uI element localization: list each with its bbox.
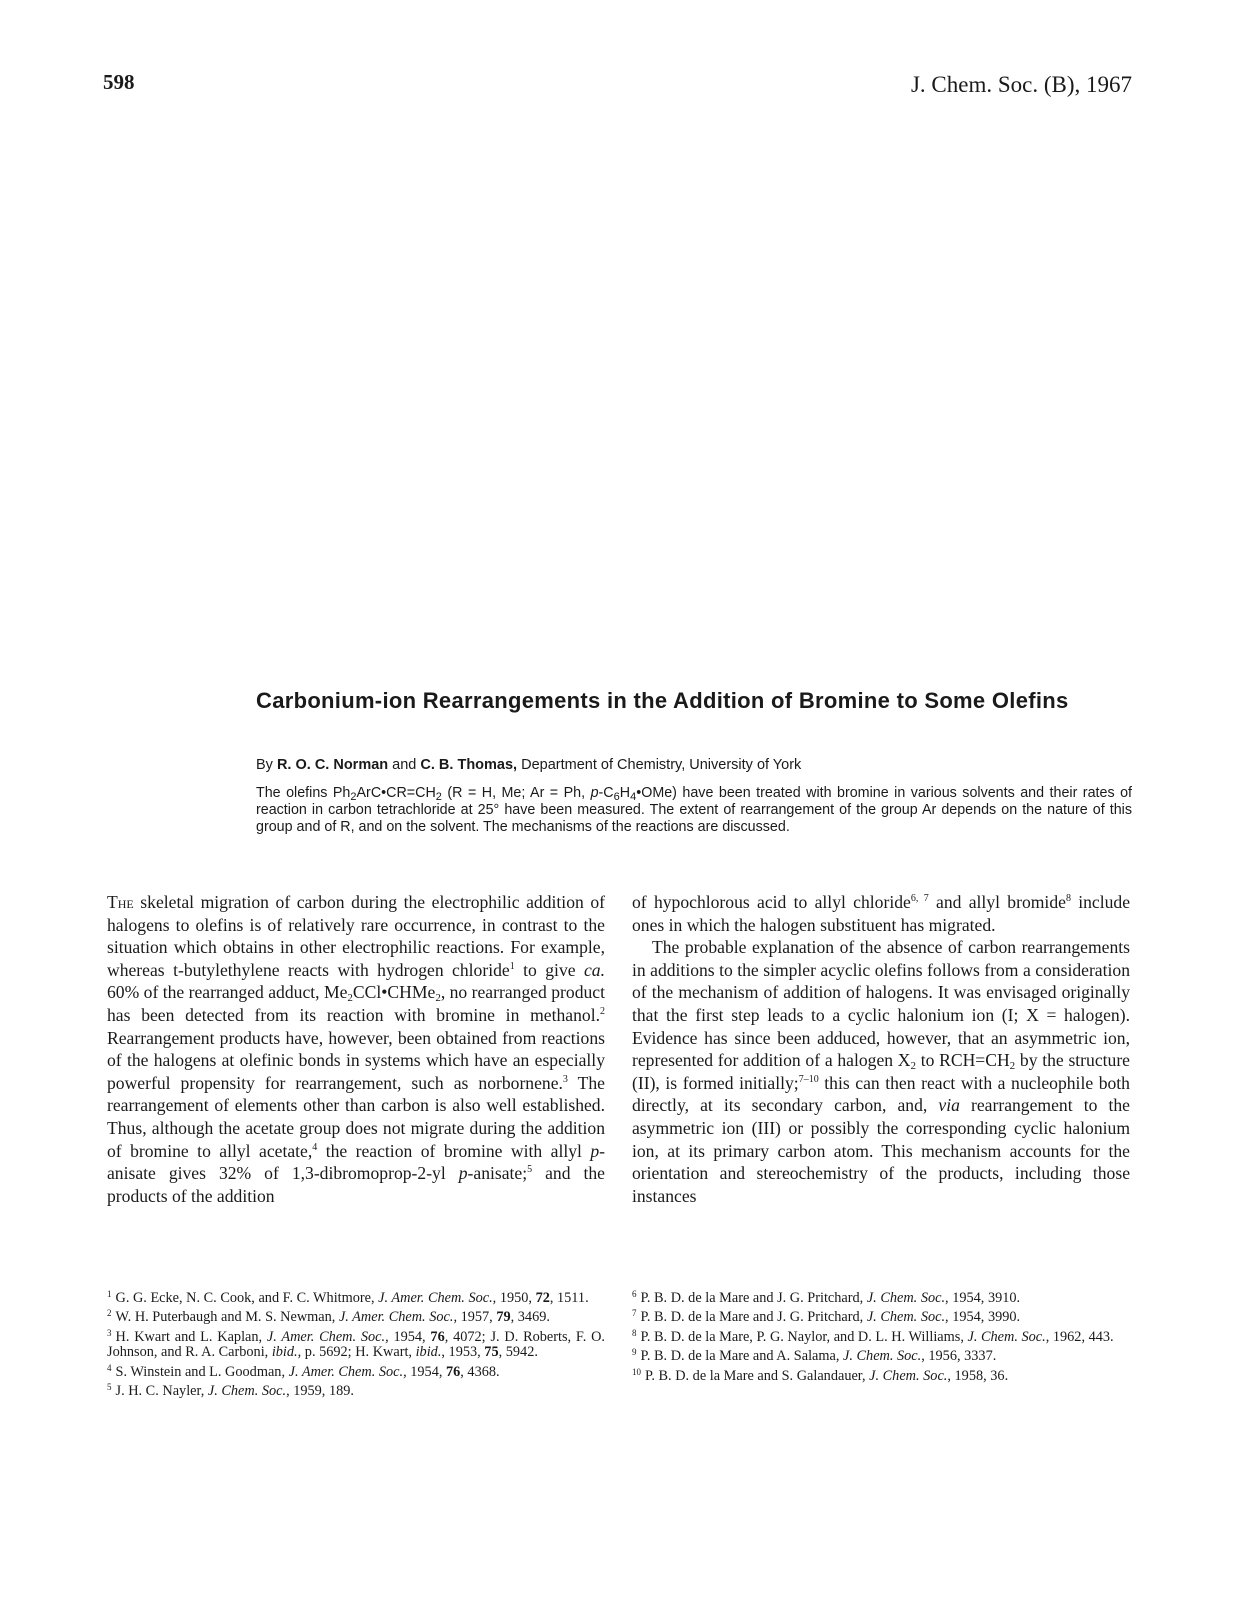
footnote <box>107 1326 605 1361</box>
italic-text: ca. <box>583 959 605 980</box>
footnote-text: , 1954, 3990. <box>945 1309 1021 1326</box>
reference-marker: 2 <box>600 1005 605 1017</box>
abstract-sub: 2 <box>435 791 442 803</box>
subscript: 2 <box>347 992 353 1005</box>
footnote-text: , 1954, <box>385 1328 431 1345</box>
footnotes-left <box>107 1287 605 1399</box>
footnote-text: S. Winstein and L. Goodman, <box>115 1363 289 1380</box>
footnote-text: , 1959, 189. <box>286 1383 354 1400</box>
footnote-text: P. B. D. de la Mare, P. G. Naylor, and D. L. H. Williams, <box>640 1328 968 1345</box>
journal-name: J. Amer. Chem. Soc. <box>266 1328 386 1345</box>
reference-marker: 5 <box>527 1164 533 1176</box>
text: CCl•CHMe <box>352 982 436 1003</box>
footnote-text: , 5942. <box>498 1344 538 1361</box>
footnote-text: P. B. D. de la Mare and J. G. Pritchard, <box>640 1290 867 1306</box>
text: and allyl bromide <box>928 892 1066 912</box>
footnote-number: 5 <box>107 1382 112 1393</box>
footnote <box>107 1287 605 1306</box>
footnote-text: G. G. Ecke, N. C. Cook, and F. C. Whitmore, <box>115 1290 379 1306</box>
footnote-text: , 1954, 3910. <box>945 1290 1021 1306</box>
volume: 76 <box>445 1363 461 1380</box>
subscript: 2 <box>1009 1060 1016 1073</box>
text: The rearrangement of elements other than carbon is also well established. Thus, although the acetate group does not migrate during the addition of bromine to allyl acetate, <box>107 1072 605 1161</box>
volume: 79 <box>496 1309 511 1326</box>
footnote-text: H. Kwart and L. Kaplan, <box>115 1328 267 1345</box>
journal-name: ibid. <box>271 1344 298 1361</box>
footnote-text: P. B. D. de la Mare and S. Galandauer, <box>645 1367 870 1384</box>
page-number: 598 <box>103 70 135 94</box>
footnote-text: , 1950, <box>492 1290 536 1306</box>
text: of hypochlorous acid to allyl chloride <box>632 892 911 912</box>
footnotes-right <box>632 1287 1130 1384</box>
footnote <box>632 1306 1130 1325</box>
byline-and: and <box>392 757 417 773</box>
footnote-text: , 1956, 3337. <box>921 1348 997 1365</box>
affiliation: Department of Chemistry, University of York <box>521 757 802 773</box>
volume: 76 <box>430 1328 445 1345</box>
text: 60% of the rearranged adduct, Me <box>107 982 348 1003</box>
italic-text: p <box>458 1163 468 1184</box>
abstract-sub: 2 <box>350 791 357 803</box>
footnote-text: J. H. C. Nayler, <box>115 1383 208 1400</box>
abstract-text: -C <box>598 785 614 801</box>
body-column-right <box>632 891 1130 1207</box>
paragraph <box>107 891 605 1207</box>
journal-name: J. Chem. Soc. <box>207 1383 287 1400</box>
journal-header: J. Chem. Soc. (B), 1967 <box>910 72 1132 97</box>
journal-name: J. Amer. Chem. Soc. <box>338 1309 454 1326</box>
byline <box>256 757 1136 773</box>
text: rearrangement to the asymmetric ion (III) or possibly the corresponding cyclic halonium ion, at its primary carbon atom. This mechanism accounts for the orientation and stereochemistry of the products, including those instances <box>632 1095 1130 1206</box>
article-title: Carbonium-ion Rearrangements in the Addition of Bromine to Some Olefins <box>256 688 1069 713</box>
footnote <box>632 1345 1130 1364</box>
journal-name: J. Chem. Soc. <box>866 1290 946 1306</box>
text: , no rearranged product has been detected from its reaction with bromine in methanol. <box>107 982 605 1025</box>
footnote-text: P. B. D. de la Mare and J. G. Pritchard, <box>640 1309 867 1326</box>
reference-marker: 4 <box>312 1141 318 1153</box>
footnote-number: 9 <box>632 1347 637 1358</box>
body-column-left <box>107 891 605 1207</box>
footnote-number: 10 <box>632 1366 641 1377</box>
journal-name: J. Chem. Soc. <box>869 1367 948 1384</box>
reference-marker: 7–10 <box>798 1073 819 1085</box>
footnote-number: 2 <box>107 1308 112 1319</box>
footnote-text: , 1953, <box>441 1344 485 1361</box>
text: to give <box>514 959 584 980</box>
subscript: 2 <box>910 1060 916 1073</box>
text: and the products of the addition <box>107 1163 605 1206</box>
author-2: C. B. Thomas, <box>420 757 518 773</box>
journal-name: J. Chem. Soc. <box>866 1309 946 1326</box>
footnote-number: 7 <box>632 1308 637 1319</box>
text: by the structure (II), is formed initially; <box>632 1050 1130 1093</box>
reference-marker: 6, 7 <box>910 893 929 904</box>
footnote-text: , 1954, <box>403 1363 446 1380</box>
footnote <box>107 1306 605 1325</box>
text: -anisate gives 32% of 1,3-dibromoprop-2-yl <box>107 1140 605 1184</box>
footnote-number: 6 <box>632 1289 637 1299</box>
text: the reaction of bromine with allyl <box>317 1140 591 1161</box>
text: include ones in which the halogen substituent has migrated. <box>632 892 1131 935</box>
reference-marker: 1 <box>509 960 515 972</box>
italic-text: p <box>590 1140 600 1161</box>
footnote-number: 4 <box>107 1362 112 1373</box>
text: skeletal migration of carbon during the electrophilic addition of halogens to olefins is of relatively rare occurrence, in contrast to the situation which obtains in other electrophilic reactions. For example, whereas t-butylethylene reacts with hydrogen chloride <box>107 892 605 980</box>
abstract-text: •OMe) have been treated with bromine in various solvents and their rates of reaction in carbon tetrachloride at 25° have been measured. The extent of rearrangement of the group Ar depends on the nature of this group and of R, and on the solvent. The mechanisms of the reactions are discussed. <box>256 785 1132 835</box>
footnote-text: W. H. Puterbaugh and M. S. Newman, <box>115 1309 339 1326</box>
journal-name: ibid. <box>415 1344 442 1361</box>
footnote-text: , 1511. <box>549 1290 589 1306</box>
paragraph <box>632 936 1130 1207</box>
text: this can then react with a nucleophile both directly, at its secondary carbon, and, <box>632 1072 1130 1116</box>
text: -anisate; <box>467 1163 528 1184</box>
abstract-sub: 4 <box>630 791 637 803</box>
text: Rearrangement products have, however, been obtained from reactions of the halogens at olefinic bonds in systems which have an especially powerful propensity for rearrangement, such as norbornene. <box>107 1027 605 1093</box>
italic-text: via <box>938 1095 960 1116</box>
footnote-text: P. B. D. de la Mare and A. Salama, <box>640 1348 844 1365</box>
abstract-text: H <box>619 785 631 801</box>
footnote-text: , 4368. <box>460 1363 500 1380</box>
text: to RCH=CH <box>915 1050 1010 1071</box>
paragraph <box>632 891 1130 936</box>
volume: 75 <box>484 1344 499 1361</box>
author-1: R. O. C. Norman <box>276 757 389 773</box>
reference-marker: 3 <box>562 1073 568 1085</box>
footnote-text: , 1958, 36. <box>947 1367 1009 1384</box>
volume: 72 <box>535 1290 550 1306</box>
footnote-text: , 4072; J. D. Roberts, F. O. Johnson, and R. A. Carboni, <box>107 1328 606 1361</box>
footnote <box>632 1287 1130 1306</box>
footnote-text: , 3469. <box>510 1309 550 1326</box>
text: The probable explanation of the absence of carbon rearrangements in additions to the simpler acyclic olefins follows from a consideration of the mechanism of addition of halogens. It was envisaged originally that the first step leads to a cyclic halonium ion (I; X = halogen). Evidence has since been adduced, however, that an asymmetric ion, represented for addition of a halogen X <box>632 937 1130 1071</box>
footnote-text: , 1962, 443. <box>1045 1328 1114 1345</box>
abstract-italic: p <box>590 785 599 801</box>
subscript: 2 <box>435 992 441 1005</box>
footnote-number: 3 <box>107 1327 112 1338</box>
journal-name: J. Chem. Soc. <box>967 1328 1046 1345</box>
abstract-text: (R = H, Me; Ar = Ph, <box>441 785 591 801</box>
reference-marker: 8 <box>1065 893 1071 904</box>
journal-name: J. Amer. Chem. Soc. <box>378 1290 493 1306</box>
footnote-text: , p. 5692; H. Kwart, <box>297 1344 416 1361</box>
footnote-number: 8 <box>632 1327 637 1338</box>
abstract <box>256 785 1132 836</box>
footnote <box>632 1326 1130 1345</box>
footnote-text: , 1957, <box>453 1309 497 1326</box>
abstract-sub: 6 <box>613 791 620 803</box>
byline-prefix: By <box>256 757 273 773</box>
journal-name: J. Amer. Chem. Soc. <box>288 1363 404 1380</box>
footnote <box>107 1380 605 1399</box>
abstract-text: ArC•CR=CH <box>356 785 436 801</box>
footnote <box>632 1365 1130 1384</box>
abstract-text: The olefins Ph <box>256 785 351 801</box>
journal-name: J. Chem. Soc. <box>843 1348 922 1365</box>
footnote <box>107 1361 605 1380</box>
smallcaps-lead: The <box>107 892 134 912</box>
footnote-number: 1 <box>107 1289 112 1299</box>
